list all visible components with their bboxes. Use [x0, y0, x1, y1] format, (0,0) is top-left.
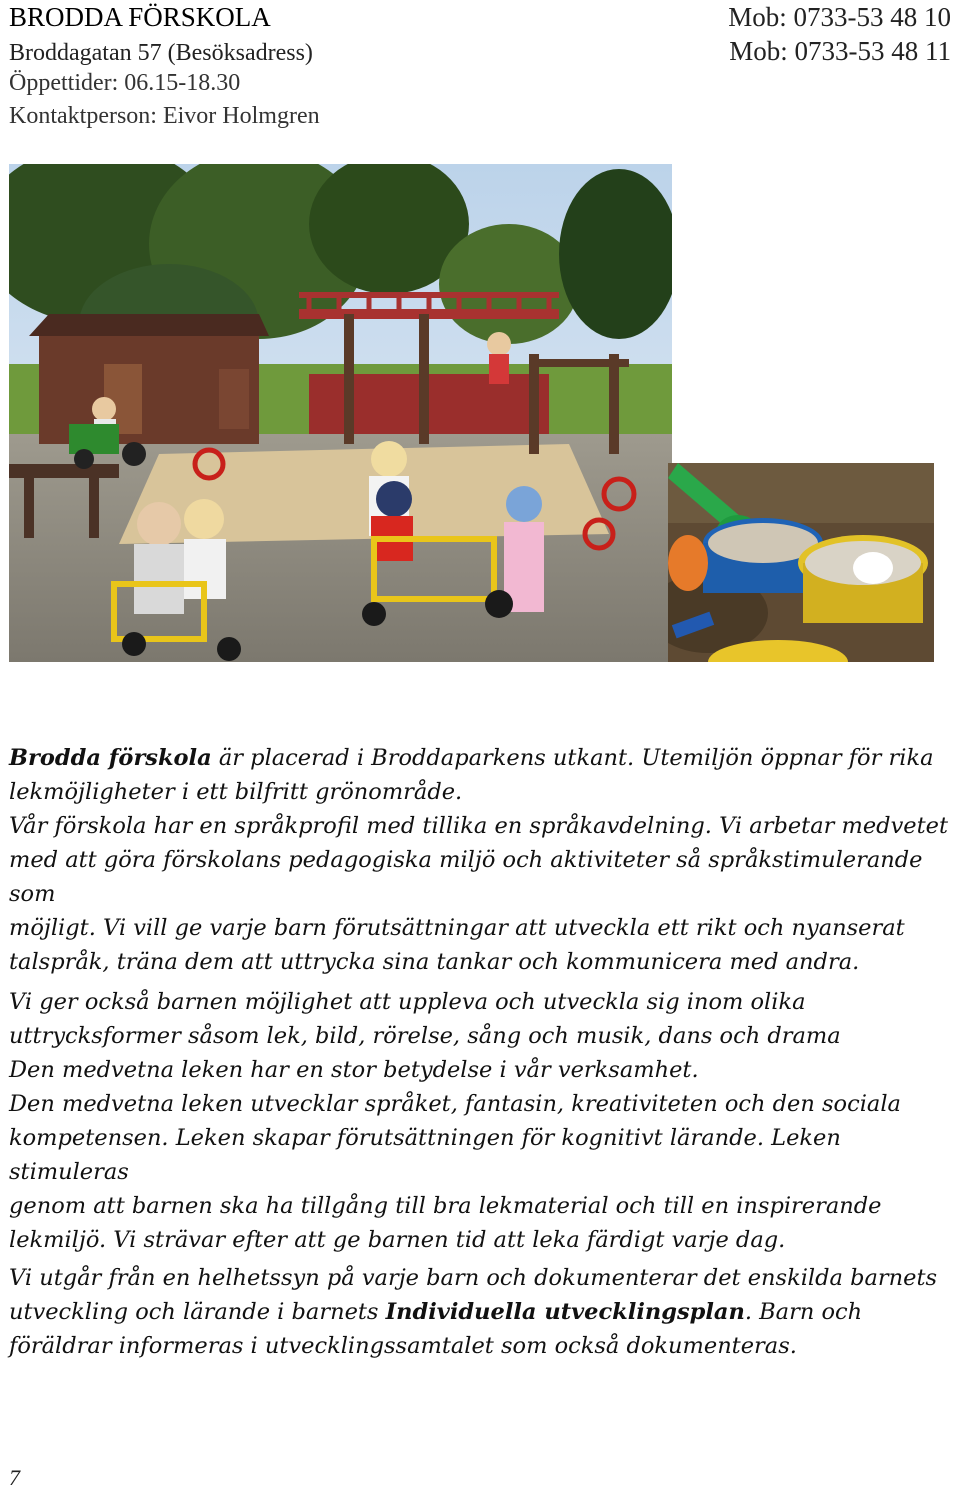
opening-hours: Öppettider: 06.15-18.30	[9, 70, 241, 96]
development-plan-bold: Individuella utvecklingsplan	[385, 1299, 745, 1325]
text-line: uttrycksformer såsom lek, bild, rörelse, sång och musik, dans och drama	[9, 1023, 841, 1049]
text-line: föräldrar informeras i utvecklingssamtalet som också dokumenteras.	[9, 1333, 797, 1359]
text-span: . Barn och	[744, 1299, 863, 1325]
text-span: utveckling och lärande i barnets	[9, 1299, 386, 1325]
contact-person: Kontaktperson: Eivor Holmgren	[9, 103, 320, 129]
paragraph-intro	[9, 741, 954, 979]
page-header	[9, 0, 951, 133]
text-line	[9, 1295, 954, 1329]
header-row-2	[9, 34, 951, 67]
paragraph-documentation	[9, 1261, 954, 1363]
text-line: kompetensen. Leken skapar förutsättningen för kognitivt lärande. Leken stimuleras	[9, 1125, 841, 1185]
paragraph-play	[9, 985, 954, 1257]
header-row-1	[9, 0, 951, 34]
text-line: Vi utgår från en helhetssyn på varje barn och dokumenterar det enskilda barnets	[9, 1265, 938, 1291]
text-line: med att göra förskolans pedagogiska miljö och aktiviteter så språkstimulerande som	[9, 847, 923, 907]
text-line: Vår förskola har en språkprofil med tillika en språkavdelning. Vi arbetar medvetet	[9, 813, 949, 839]
school-name-bold: Brodda förskola	[9, 745, 212, 771]
text-span: är placerad i Broddaparkens utkant. Utemiljön öppnar för rika	[211, 745, 934, 771]
text-line: talspråk, träna dem att uttrycka sina tankar och kommunicera med andra.	[9, 949, 860, 975]
mobile-number-1: Mob: 0733-53 48 10	[728, 2, 951, 32]
sand-buckets-photo	[668, 463, 934, 662]
visiting-address: Broddagatan 57 (Besöksadress)	[9, 40, 313, 66]
page-number: 7	[9, 1465, 20, 1490]
text-line	[9, 741, 954, 775]
mobile-number-2: Mob: 0733-53 48 11	[729, 36, 951, 66]
text-line: genom att barnen ska ha tillgång till bra lekmaterial och till en inspirerande	[9, 1193, 882, 1219]
text-line: Vi ger också barnen möjlighet att uppleva och utveckla sig inom olika	[9, 989, 806, 1015]
text-line: lekmiljö. Vi strävar efter att ge barnen tid att leka färdigt varje dag.	[9, 1227, 786, 1253]
text-line: lekmöjligheter i ett bilfritt grönområde.	[9, 779, 463, 805]
playground-photo-icon	[9, 164, 672, 662]
text-line: Den medvetna leken har en stor betydelse i vår verksamhet.	[9, 1057, 699, 1083]
sand-buckets-photo-icon	[668, 463, 934, 662]
playground-photo	[9, 164, 672, 662]
text-line: Den medvetna leken utvecklar språket, fantasin, kreativiteten och den sociala	[9, 1091, 901, 1117]
school-name: BRODDA FÖRSKOLA	[9, 2, 271, 32]
text-line: möjligt. Vi vill ge varje barn förutsättningar att utveckla ett rikt och nyanserat	[9, 915, 905, 941]
